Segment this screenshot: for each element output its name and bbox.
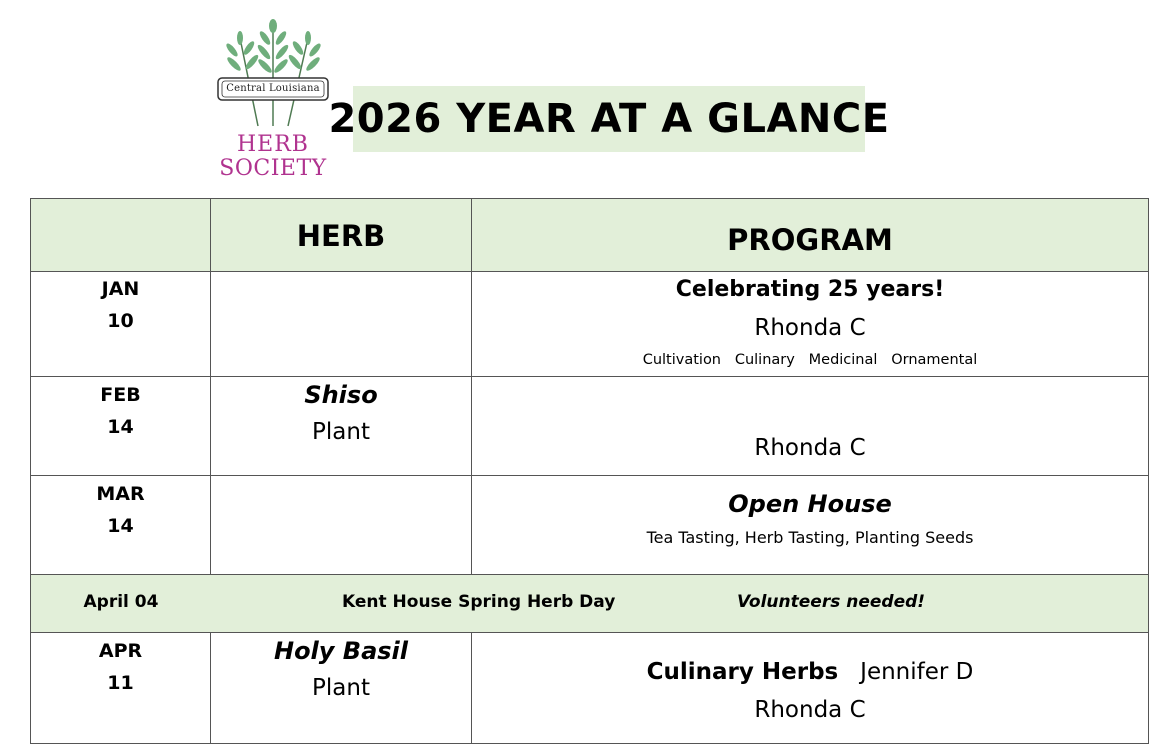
herb-sub: Plant — [312, 419, 370, 445]
herb-cell — [211, 633, 472, 743]
program-note: Cultivation Culinary Medicinal Ornamental — [642, 352, 978, 368]
program-title: Celebrating 25 years! — [675, 277, 945, 302]
month-label: FEB — [100, 384, 141, 406]
day-label: 11 — [107, 672, 134, 694]
table-row — [30, 271, 1149, 377]
header-herb-label: HERB — [296, 219, 386, 253]
herb-sub: Plant — [312, 675, 370, 701]
event-banner-row — [30, 575, 1149, 633]
program-presenter: Rhonda C — [754, 697, 866, 723]
program-cell — [472, 476, 1148, 574]
schedule-table — [30, 198, 1149, 738]
program-presenter: Rhonda C — [754, 435, 866, 461]
program-title: Open House — [728, 490, 892, 518]
page-title: 2026 YEAR AT A GLANCE — [328, 96, 890, 142]
herb-cell — [211, 271, 472, 376]
program-cell — [472, 377, 1148, 475]
program-presenter-inline: Jennifer D — [860, 659, 974, 685]
program-title-line — [472, 659, 1148, 685]
logo-plaque-text: Central Louisiana — [226, 83, 320, 94]
program-presenter: Rhonda C — [754, 315, 866, 341]
herb-cell — [211, 377, 472, 475]
herb-name: Holy Basil — [273, 637, 409, 665]
table-row — [30, 377, 1149, 476]
header-program-cell — [472, 199, 1148, 271]
herb-name: Shiso — [304, 381, 378, 409]
event-date: April 04 — [83, 592, 159, 612]
herb-cell — [211, 476, 472, 574]
program-note: Tea Tasting, Herb Tasting, Planting Seeds — [646, 528, 974, 547]
table-row — [30, 633, 1149, 744]
program-cell — [472, 271, 1148, 376]
program-title: Culinary Herbs — [646, 659, 839, 685]
logo-society-text: SOCIETY — [219, 156, 327, 181]
header-program-label: PROGRAM — [727, 223, 893, 257]
day-label: 14 — [107, 416, 134, 438]
logo-herb-text: HERB — [237, 132, 309, 157]
month-cell — [31, 476, 211, 574]
herb-society-logo — [212, 16, 334, 186]
day-label: 14 — [107, 515, 134, 537]
event-note: Volunteers needed! — [737, 592, 926, 612]
table-row — [30, 476, 1149, 575]
day-label: 10 — [107, 310, 134, 332]
table-header-row — [30, 198, 1149, 272]
program-cell — [472, 633, 1148, 743]
title-banner — [328, 86, 890, 152]
month-cell — [31, 271, 211, 376]
month-label: MAR — [96, 483, 145, 505]
month-cell — [31, 377, 211, 475]
month-label: JAN — [101, 278, 140, 300]
event-title: Kent House Spring Herb Day — [342, 592, 616, 612]
header-herb-cell — [211, 199, 472, 271]
header-month-cell — [31, 199, 211, 271]
month-cell — [31, 633, 211, 743]
month-label: APR — [98, 640, 143, 662]
